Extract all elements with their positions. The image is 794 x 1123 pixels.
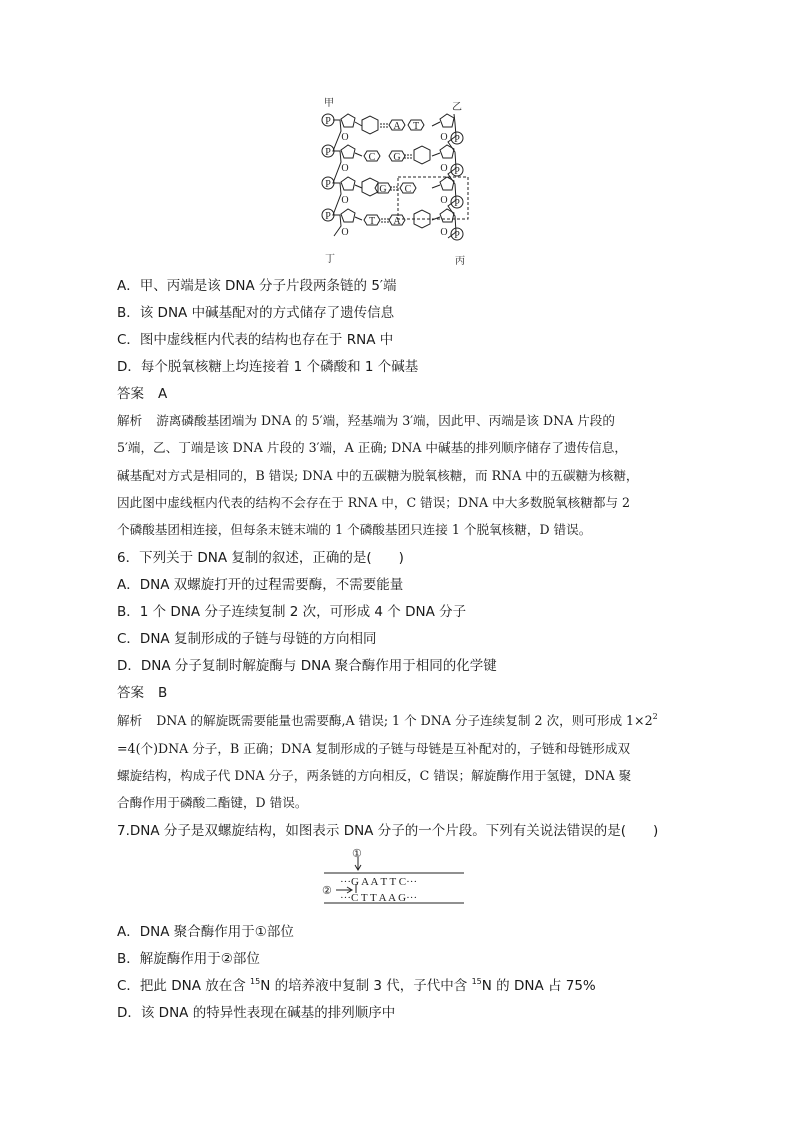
superscript: 15 <box>250 977 261 986</box>
oxygen-label: O <box>341 227 349 238</box>
oxygen-label: O <box>440 195 448 206</box>
q6-option-a: A．DNA 双螺旋打开的过程需要酶，不需要能量 <box>117 577 404 593</box>
phosphate-label: P <box>454 198 460 209</box>
base-label: A <box>393 121 401 132</box>
q5-explanation-line <box>117 412 615 430</box>
q6-explanation-line <box>117 712 658 730</box>
base-label: C <box>368 152 376 163</box>
q6-option-b: B．1 个 DNA 分子连续复制 2 次，可形成 4 个 DNA 分子 <box>117 604 467 620</box>
q6-explanation-line: 合酶作用于磷酸二酯键，D 错误。 <box>117 795 308 810</box>
q7-option-c <box>117 977 596 995</box>
base-label: C <box>404 184 412 195</box>
marker-2: ② <box>322 885 332 897</box>
text-part: N 的培养液中复制 3 代，子代中含 <box>260 978 472 994</box>
answer-label: 答案 <box>117 386 144 402</box>
superscript: 2 <box>652 712 658 721</box>
oxygen-label: O <box>341 132 349 143</box>
end-label-jia: 甲 <box>324 98 334 109</box>
text-part: C．把此 DNA 放在含 <box>117 978 251 994</box>
q7-stem: 7.DNA 分子是双螺旋结构，如图表示 DNA 分子的一个片段。下列有关说法错误的是( ) <box>117 823 659 839</box>
phosphate-label: P <box>325 179 331 190</box>
superscript: 15 <box>471 977 482 986</box>
q6-explanation-line: =4(个)DNA 分子，B 正确；DNA 复制形成的子链与母链是互补配对的，子链和母链形成双 <box>117 741 631 756</box>
explanation-text: DNA 的解旋既需要能量也需要酶,A 错误; 1 个 DNA 分子连续复制 2 次，则可形成 1×2 <box>156 713 653 728</box>
q5-explanation-line: 5′端，乙、丁端是该 DNA 片段的 3′端，A 正确; DNA 中碱基的排列顺序储存了遗传信息， <box>117 440 627 455</box>
q6-explanation-line: 螺旋结构，构成子代 DNA 分子，两条链的方向相反，C 错误；解旋酶作用于氢键，DNA 聚 <box>117 768 632 783</box>
base-label: T <box>368 216 376 227</box>
oxygen-label: O <box>341 163 349 174</box>
q5-answer <box>117 385 167 403</box>
base-label: G <box>393 152 401 163</box>
dna-sequence-diagram <box>318 845 468 911</box>
phosphate-label: P <box>454 166 460 177</box>
q7-option-d: D．该 DNA 的特异性表现在碱基的排列顺序中 <box>117 1005 396 1021</box>
oxygen-label: O <box>341 195 349 206</box>
q5-explanation-line: 因此图中虚线框内代表的结构不会存在于 RNA 中，C 错误；DNA 中大多数脱氧核糖都与 2 <box>117 495 631 510</box>
strand-bottom: ···C T T A A G··· <box>340 892 418 904</box>
marker-1: ① <box>352 848 362 860</box>
base-label: T <box>412 121 420 132</box>
q5-option-a: A．甲、丙端是该 DNA 分子片段两条链的 5′端 <box>117 278 397 294</box>
explanation-label: 解析 <box>117 413 143 428</box>
q5-explanation-line: 碱基配对方式是相同的，B 错误; DNA 中的五碳糖为脱氧核糖，而 RNA 中的五碳糖为核糖， <box>117 468 639 483</box>
q6-answer <box>117 684 167 702</box>
base-label: G <box>379 184 387 195</box>
phosphate-label: P <box>454 134 460 145</box>
text-part: N 的 DNA 占 75% <box>481 978 596 994</box>
phosphate-label: P <box>325 147 331 158</box>
explanation-label: 解析 <box>117 713 143 728</box>
phosphate-label: P <box>325 116 331 127</box>
oxygen-label: O <box>440 132 448 143</box>
answer-value: A <box>158 386 168 402</box>
end-label-ding: 丁 <box>325 254 335 265</box>
end-label-yi: 乙 <box>452 102 462 113</box>
q5-option-d: D．每个脱氧核糖上均连接着 1 个磷酸和 1 个碱基 <box>117 359 419 375</box>
end-label-bing: 丙 <box>455 256 465 267</box>
q5-explanation-line: 个磷酸基团相连接，但每条末链末端的 1 个磷酸基团只连接 1 个脱氧核糖，D 错误。 <box>117 522 592 537</box>
q7-option-b: B．解旋酶作用于②部位 <box>117 951 260 967</box>
explanation-text: 游离磷酸基团端为 DNA 的 5′端，羟基端为 3′端，因此甲、丙端是该 DNA 片段的 <box>156 413 615 428</box>
phosphate-label: P <box>325 211 331 222</box>
strand-top: ···G A A T T C··· <box>340 876 418 888</box>
oxygen-label: O <box>440 163 448 174</box>
q5-option-b: B．该 DNA 中碱基配对的方式储存了遗传信息 <box>117 305 395 321</box>
q5-option-c: C．图中虚线框内代表的结构也存在于 RNA 中 <box>117 332 394 348</box>
answer-label: 答案 <box>117 685 144 701</box>
q6-option-d: D．DNA 分子复制时解旋酶与 DNA 聚合酶作用于相同的化学键 <box>117 658 497 674</box>
oxygen-label: O <box>440 227 448 238</box>
base-label: A <box>393 216 401 227</box>
dna-structure-diagram <box>318 96 476 268</box>
q7-option-a: A．DNA 聚合酶作用于①部位 <box>117 924 294 940</box>
q6-option-c: C．DNA 复制形成的子链与母链的方向相同 <box>117 631 377 647</box>
answer-value: B <box>158 685 168 701</box>
phosphate-label: P <box>454 230 460 241</box>
q6-stem: 6．下列关于 DNA 复制的叙述，正确的是( ) <box>117 550 404 566</box>
